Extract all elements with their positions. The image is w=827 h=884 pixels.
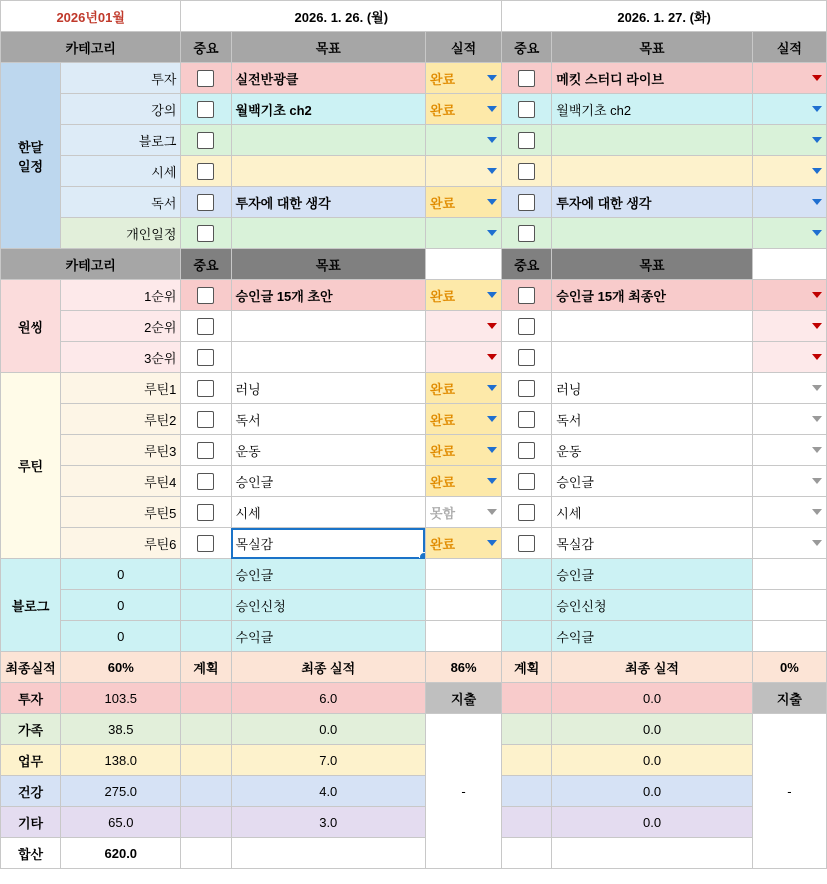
goal-cell[interactable] (552, 311, 752, 342)
actual-cell[interactable] (752, 156, 826, 187)
actual-cell[interactable] (425, 435, 501, 466)
checkbox-icon[interactable] (518, 442, 535, 459)
final-day1-value[interactable]: 7.0 (231, 745, 425, 776)
spacer-cell (502, 807, 552, 838)
spacer-cell (552, 838, 752, 869)
checkbox-icon[interactable] (197, 101, 214, 118)
spacer-cell (502, 776, 552, 807)
importance-checkbox-cell[interactable] (181, 342, 231, 373)
actual-cell[interactable] (425, 466, 501, 497)
status-label: 완료 (429, 288, 456, 304)
importance-checkbox-cell[interactable] (502, 404, 552, 435)
actual-cell[interactable] (425, 497, 501, 528)
checkbox-icon[interactable] (197, 163, 214, 180)
chevron-down-icon[interactable] (487, 323, 497, 329)
header-category: 카테고리 (1, 249, 181, 280)
chevron-down-icon[interactable] (812, 385, 822, 391)
importance-checkbox-cell[interactable] (181, 528, 231, 559)
table-row[interactable] (1, 311, 827, 342)
actual-cell[interactable] (752, 280, 826, 311)
table-row[interactable] (1, 528, 827, 559)
spacer-cell (752, 559, 826, 590)
spacer-cell (502, 838, 552, 869)
table-row[interactable] (1, 342, 827, 373)
table-row[interactable] (1, 745, 827, 776)
actual-cell[interactable] (752, 187, 826, 218)
actual-cell[interactable] (425, 125, 501, 156)
header-plan-day1: 계획 (181, 652, 231, 683)
spacer-cell (425, 621, 501, 652)
actual-cell[interactable] (425, 373, 501, 404)
actual-cell[interactable] (752, 342, 826, 373)
actual-cell[interactable] (752, 466, 826, 497)
table-row[interactable] (1, 559, 827, 590)
expense-value-day2[interactable]: - (752, 714, 826, 869)
header-final-actual-day1: 최종 실적 (231, 652, 425, 683)
actual-cell[interactable] (425, 156, 501, 187)
actual-cell[interactable] (425, 311, 501, 342)
checkbox-icon[interactable] (518, 380, 535, 397)
status-label: 완료 (429, 412, 456, 428)
actual-cell[interactable] (752, 125, 826, 156)
goal-cell[interactable]: 독서 (552, 404, 752, 435)
spacer-cell (502, 714, 552, 745)
table-row[interactable] (1, 373, 827, 404)
goal-cell[interactable]: 시세 (552, 497, 752, 528)
goal-cell[interactable]: 승인글 (552, 466, 752, 497)
final-percent-left: 60% (61, 652, 181, 683)
row-name: 3순위 (61, 342, 181, 373)
table-row-sum[interactable] (1, 838, 827, 869)
table-row[interactable] (1, 435, 827, 466)
importance-checkbox-cell[interactable] (181, 187, 231, 218)
header-row (1, 1, 827, 32)
final-day2-value[interactable]: 0.0 (552, 683, 752, 714)
spacer-cell (502, 559, 552, 590)
final-total[interactable]: 275.0 (61, 776, 181, 807)
blog-count[interactable]: 0 (61, 621, 181, 652)
blog-count[interactable]: 0 (61, 590, 181, 621)
chevron-down-icon[interactable] (812, 230, 822, 236)
checkbox-icon[interactable] (518, 411, 535, 428)
checkbox-icon[interactable] (197, 380, 214, 397)
checkbox-icon[interactable] (197, 225, 214, 242)
header-plan-day2: 계획 (502, 652, 552, 683)
date-header-day1: 2026. 1. 26. (월) (181, 1, 502, 32)
checkbox-icon[interactable] (197, 535, 214, 552)
chevron-down-icon[interactable] (812, 416, 822, 422)
spacer-cell (181, 559, 231, 590)
table-row[interactable] (1, 94, 827, 125)
importance-checkbox-cell[interactable] (502, 497, 552, 528)
goal-cell[interactable] (552, 156, 752, 187)
spacer-cell (181, 838, 231, 869)
actual-cell[interactable] (425, 63, 501, 94)
spacer-cell (181, 745, 231, 776)
chevron-down-icon[interactable] (812, 75, 822, 81)
header-goal-day2: 목표 (552, 32, 752, 63)
table-row[interactable] (1, 125, 827, 156)
spacer-cell (181, 714, 231, 745)
actual-cell[interactable] (752, 63, 826, 94)
row-name: 강의 (61, 94, 181, 125)
chevron-down-icon[interactable] (487, 447, 497, 453)
spacer-cell (181, 776, 231, 807)
header-final-actual-day2: 최종 실적 (552, 652, 752, 683)
sum-value[interactable]: 620.0 (61, 838, 181, 869)
category-header-row-1 (1, 32, 827, 63)
row-name: 블로그 (61, 125, 181, 156)
status-label: 완료 (429, 536, 456, 552)
importance-checkbox-cell[interactable] (181, 218, 231, 249)
section-label-month-plan (1, 63, 61, 249)
status-label: 완료 (429, 443, 456, 459)
table-row[interactable] (1, 466, 827, 497)
table-row[interactable] (1, 683, 827, 714)
final-day2-value[interactable]: 0.0 (552, 776, 752, 807)
chevron-down-icon[interactable] (487, 478, 497, 484)
importance-checkbox-cell[interactable] (181, 311, 231, 342)
spacer-cell (231, 838, 425, 869)
importance-checkbox-cell[interactable] (181, 497, 231, 528)
checkbox-icon[interactable] (197, 442, 214, 459)
goal-cell[interactable]: 승인글 (231, 466, 425, 497)
chevron-down-icon[interactable] (487, 354, 497, 360)
final-day1-value[interactable]: 3.0 (231, 807, 425, 838)
chevron-down-icon[interactable] (812, 137, 822, 143)
spacer-cell (425, 559, 501, 590)
actual-cell[interactable] (752, 311, 826, 342)
goal-cell[interactable]: 월백기초 ch2 (231, 94, 425, 125)
goal-cell[interactable]: 독서 (231, 404, 425, 435)
actual-cell[interactable] (752, 404, 826, 435)
actual-cell[interactable] (752, 435, 826, 466)
spacer-cell (425, 590, 501, 621)
spacer-cell (181, 683, 231, 714)
row-name: 루틴4 (61, 466, 181, 497)
chevron-down-icon[interactable] (812, 106, 822, 112)
chevron-down-icon[interactable] (812, 540, 822, 546)
spacer-cell (181, 621, 231, 652)
spacer-cell (181, 807, 231, 838)
header-category: 카테고리 (1, 32, 181, 63)
goal-cell[interactable]: 승인글 (231, 559, 425, 590)
table-row[interactable] (1, 404, 827, 435)
final-day1-value[interactable]: 6.0 (231, 683, 425, 714)
chevron-down-icon[interactable] (812, 199, 822, 205)
goal-cell[interactable]: 실전반광클 (231, 63, 425, 94)
header-importance-day1: 중요 (181, 249, 231, 280)
chevron-down-icon[interactable] (487, 230, 497, 236)
final-percent-day1: 86% (425, 652, 501, 683)
checkbox-icon[interactable] (518, 70, 535, 87)
checkbox-icon[interactable] (197, 287, 214, 304)
table-row[interactable] (1, 156, 827, 187)
importance-checkbox-cell[interactable] (181, 280, 231, 311)
importance-checkbox-cell[interactable] (181, 63, 231, 94)
header-goal-day1: 목표 (231, 249, 425, 280)
chevron-down-icon[interactable] (812, 447, 822, 453)
section-label-line2: 일정 (18, 158, 44, 174)
chevron-down-icon[interactable] (812, 354, 822, 360)
table-row[interactable] (1, 187, 827, 218)
month-label: 2026년01월 (1, 1, 181, 32)
final-row-name: 기타 (1, 807, 61, 838)
table-row[interactable] (1, 280, 827, 311)
checkbox-icon[interactable] (518, 225, 535, 242)
date-header-day2: 2026. 1. 27. (화) (502, 1, 827, 32)
goal-cell[interactable]: 메킷 스터디 라이브 (552, 63, 752, 94)
actual-cell[interactable] (752, 497, 826, 528)
chevron-down-icon[interactable] (812, 323, 822, 329)
checkbox-icon[interactable] (197, 70, 214, 87)
table-row[interactable] (1, 807, 827, 838)
importance-checkbox-cell[interactable] (502, 373, 552, 404)
final-day1-value[interactable]: 4.0 (231, 776, 425, 807)
checkbox-icon[interactable] (197, 411, 214, 428)
chevron-down-icon[interactable] (812, 168, 822, 174)
importance-checkbox-cell[interactable] (502, 435, 552, 466)
importance-checkbox-cell[interactable] (502, 94, 552, 125)
chevron-down-icon[interactable] (487, 385, 497, 391)
table-row[interactable] (1, 218, 827, 249)
row-name: 루틴3 (61, 435, 181, 466)
importance-checkbox-cell[interactable] (502, 156, 552, 187)
spacer-cell (181, 590, 231, 621)
row-name: 루틴2 (61, 404, 181, 435)
goal-cell[interactable]: 투자에 대한 생각 (231, 187, 425, 218)
goal-cell[interactable]: 운동 (231, 435, 425, 466)
importance-checkbox-cell[interactable] (181, 435, 231, 466)
goal-cell[interactable] (231, 125, 425, 156)
final-label: 최종실적 (1, 652, 61, 683)
goal-cell[interactable]: 시세 (231, 497, 425, 528)
importance-checkbox-cell[interactable] (181, 466, 231, 497)
goal-cell[interactable] (552, 218, 752, 249)
importance-checkbox-cell[interactable] (181, 94, 231, 125)
goal-cell[interactable]: 승인글 15개 최종안 (552, 280, 752, 311)
actual-cell[interactable] (425, 404, 501, 435)
actual-cell[interactable] (752, 94, 826, 125)
chevron-down-icon[interactable] (487, 75, 497, 81)
spacer-cell (502, 621, 552, 652)
actual-cell[interactable] (425, 94, 501, 125)
header-importance-day2: 중요 (502, 249, 552, 280)
goal-cell-selected[interactable] (231, 528, 425, 559)
header-goal-day2: 목표 (552, 249, 752, 280)
section-label-line1: 한달 (18, 139, 44, 155)
actual-cell[interactable] (752, 218, 826, 249)
checkbox-icon[interactable] (197, 132, 214, 149)
row-name: 투자 (61, 63, 181, 94)
chevron-down-icon[interactable] (487, 168, 497, 174)
goal-cell[interactable] (231, 218, 425, 249)
final-day2-value[interactable]: 0.0 (552, 745, 752, 776)
chevron-down-icon[interactable] (487, 199, 497, 205)
importance-checkbox-cell[interactable] (181, 125, 231, 156)
final-total[interactable]: 138.0 (61, 745, 181, 776)
checkbox-icon[interactable] (518, 287, 535, 304)
chevron-down-icon[interactable] (487, 416, 497, 422)
actual-cell[interactable] (425, 187, 501, 218)
actual-cell[interactable] (425, 280, 501, 311)
checkbox-icon[interactable] (518, 318, 535, 335)
goal-cell[interactable]: 월백기초 ch2 (552, 94, 752, 125)
chevron-down-icon[interactable] (487, 106, 497, 112)
header-actual-day1: 실적 (425, 32, 501, 63)
checkbox-icon[interactable] (197, 349, 214, 366)
goal-cell[interactable]: 수익글 (231, 621, 425, 652)
final-total[interactable]: 65.0 (61, 807, 181, 838)
status-label: 완료 (429, 381, 456, 397)
checkbox-icon[interactable] (518, 163, 535, 180)
row-name: 2순위 (61, 311, 181, 342)
final-row-name: 가족 (1, 714, 61, 745)
goal-cell[interactable]: 승인글 (552, 559, 752, 590)
checkbox-icon[interactable] (518, 194, 535, 211)
final-total[interactable]: 38.5 (61, 714, 181, 745)
spacer-cell (502, 745, 552, 776)
table-row[interactable] (1, 63, 827, 94)
importance-checkbox-cell[interactable] (502, 280, 552, 311)
table-row[interactable] (1, 621, 827, 652)
row-name: 시세 (61, 156, 181, 187)
chevron-down-icon[interactable] (812, 478, 822, 484)
final-day2-value[interactable]: 0.0 (552, 807, 752, 838)
importance-checkbox-cell[interactable] (502, 528, 552, 559)
goal-cell[interactable] (231, 156, 425, 187)
actual-cell[interactable] (425, 218, 501, 249)
table-row[interactable] (1, 497, 827, 528)
importance-checkbox-cell[interactable] (502, 218, 552, 249)
row-name: 1순위 (61, 280, 181, 311)
importance-checkbox-cell[interactable] (502, 125, 552, 156)
goal-cell[interactable]: 승인글 15개 초안 (231, 280, 425, 311)
spacer-cell (502, 590, 552, 621)
spacer-cell (752, 590, 826, 621)
checkbox-icon[interactable] (518, 535, 535, 552)
goal-cell[interactable]: 승인신청 (231, 590, 425, 621)
spacer-cell (502, 683, 552, 714)
chevron-down-icon[interactable] (487, 509, 497, 515)
expense-value-day1[interactable]: - (425, 714, 501, 869)
status-label: 완료 (429, 474, 456, 490)
goal-text: 목실감 (235, 536, 274, 552)
selection-handle[interactable] (419, 552, 426, 559)
checkbox-icon[interactable] (197, 318, 214, 335)
goal-cell[interactable] (552, 342, 752, 373)
final-total[interactable]: 103.5 (61, 683, 181, 714)
header-importance-day2: 중요 (502, 32, 552, 63)
row-name: 루틴5 (61, 497, 181, 528)
importance-checkbox-cell[interactable] (502, 187, 552, 218)
category-header-row-2 (1, 249, 827, 280)
chevron-down-icon[interactable] (487, 540, 497, 546)
header-importance-day1: 중요 (181, 32, 231, 63)
section-label-blog: 블로그 (1, 559, 61, 652)
goal-cell[interactable]: 승인신청 (552, 590, 752, 621)
checkbox-icon[interactable] (518, 349, 535, 366)
final-day1-value[interactable]: 0.0 (231, 714, 425, 745)
row-name: 루틴6 (61, 528, 181, 559)
status-label: 완료 (429, 71, 456, 87)
row-name: 루틴1 (61, 373, 181, 404)
goal-cell[interactable]: 러닝 (231, 373, 425, 404)
final-row-name: 건강 (1, 776, 61, 807)
checkbox-icon[interactable] (518, 504, 535, 521)
goal-cell[interactable]: 운동 (552, 435, 752, 466)
expense-label-day1: 지출 (425, 683, 501, 714)
status-label: 완료 (429, 195, 456, 211)
status-label: 완료 (429, 102, 456, 118)
importance-checkbox-cell[interactable] (502, 311, 552, 342)
actual-cell[interactable] (425, 528, 501, 559)
spacer-cell (752, 249, 826, 280)
chevron-down-icon[interactable] (812, 509, 822, 515)
sum-label: 합산 (1, 838, 61, 869)
blog-count[interactable]: 0 (61, 559, 181, 590)
row-name: 개인일정 (61, 218, 181, 249)
spacer-cell (425, 249, 501, 280)
checkbox-icon[interactable] (197, 504, 214, 521)
importance-checkbox-cell[interactable] (181, 404, 231, 435)
checkbox-icon[interactable] (518, 473, 535, 490)
final-day2-value[interactable]: 0.0 (552, 714, 752, 745)
row-name: 독서 (61, 187, 181, 218)
header-actual-day2: 실적 (752, 32, 826, 63)
checkbox-icon[interactable] (518, 101, 535, 118)
section-label-routine: 루틴 (1, 373, 61, 559)
header-goal-day1: 목표 (231, 32, 425, 63)
section-label-onething: 원씽 (1, 280, 61, 373)
importance-checkbox-cell[interactable] (181, 373, 231, 404)
goal-cell[interactable]: 수익글 (552, 621, 752, 652)
status-label: 못함 (429, 505, 456, 521)
goal-cell[interactable]: 목실감 (552, 528, 752, 559)
actual-cell[interactable] (425, 342, 501, 373)
goal-cell[interactable] (231, 311, 425, 342)
goal-cell[interactable]: 러닝 (552, 373, 752, 404)
chevron-down-icon[interactable] (812, 292, 822, 298)
actual-cell[interactable] (752, 373, 826, 404)
chevron-down-icon[interactable] (487, 292, 497, 298)
goal-cell[interactable]: 투자에 대한 생각 (552, 187, 752, 218)
spacer-cell (752, 621, 826, 652)
final-header-row (1, 652, 827, 683)
table-row[interactable] (1, 776, 827, 807)
expense-label-day2: 지출 (752, 683, 826, 714)
checkbox-icon[interactable] (197, 473, 214, 490)
importance-checkbox-cell[interactable] (502, 342, 552, 373)
final-percent-day2: 0% (752, 652, 826, 683)
importance-checkbox-cell[interactable] (181, 156, 231, 187)
table-row[interactable] (1, 590, 827, 621)
final-row-name: 투자 (1, 683, 61, 714)
checkbox-icon[interactable] (197, 194, 214, 211)
goal-cell[interactable] (231, 342, 425, 373)
table-row[interactable] (1, 714, 827, 745)
chevron-down-icon[interactable] (487, 137, 497, 143)
actual-cell[interactable] (752, 528, 826, 559)
goal-cell[interactable] (552, 125, 752, 156)
importance-checkbox-cell[interactable] (502, 63, 552, 94)
final-row-name: 업무 (1, 745, 61, 776)
checkbox-icon[interactable] (518, 132, 535, 149)
importance-checkbox-cell[interactable] (502, 466, 552, 497)
